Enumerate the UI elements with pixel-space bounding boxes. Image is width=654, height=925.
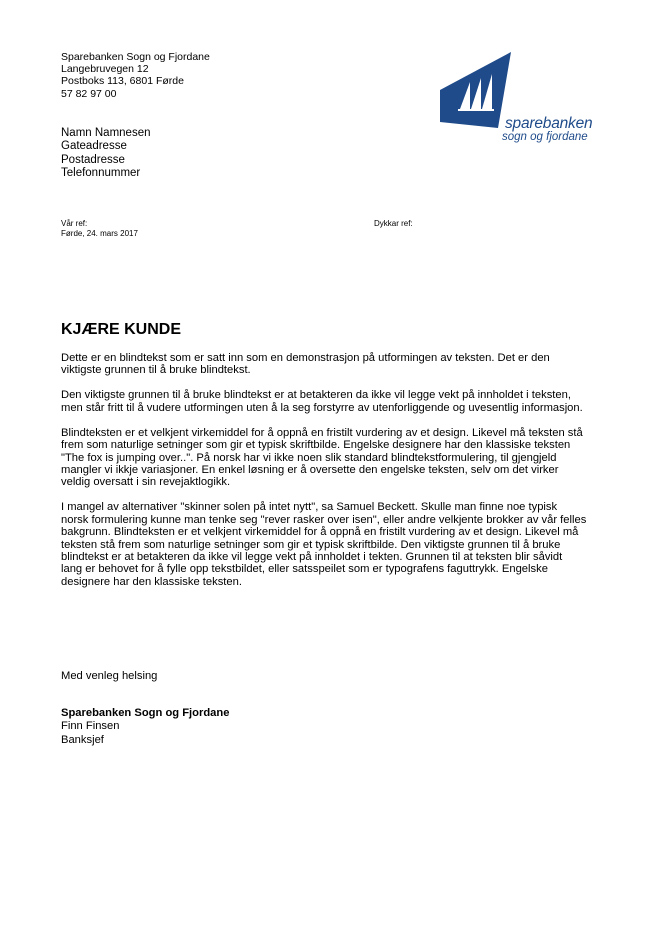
- paragraph: [61, 501, 587, 588]
- letter-body: [61, 352, 587, 601]
- paragraph-line: lang er behovet for å fylle opp tekstbildet, eller satsspeilet som er typografens faguttrykk. Engelske: [61, 563, 548, 576]
- logo-subtitle: sogn og fjordane: [502, 131, 588, 143]
- paragraph-line: norsk formulering kunne man tenke seg "rever rasker over isen", eller andre velkjente brokker av vår felles: [61, 513, 587, 526]
- letter-date: Førde, 24. mars 2017: [61, 228, 138, 238]
- paragraph-line: Dette er en blindtekst som er satt inn som en demonstrasjon på utformingen av teksten. Det er den: [61, 352, 550, 364]
- paragraph-line: designere har den klassiske teksten.: [61, 575, 242, 588]
- paragraph-line: teksten stå frem som naturlige setninger som gir et typisk skriftbilde. Den viktigste grunnen til å bruke: [61, 538, 561, 551]
- sender-postbox: Postboks 113, 6801 Førde: [61, 75, 184, 88]
- letter-title: KJÆRE KUNDE: [61, 321, 182, 338]
- recipient-street: Gateadresse: [61, 140, 127, 153]
- recipient-address: [61, 127, 150, 180]
- paragraph-line: mangler vi ikkje variasjoner. En enkel løsning er å oversette den engelske teksten, selv om det virker: [61, 464, 559, 477]
- your-ref-label: Dykkar ref:: [374, 219, 413, 228]
- paragraph-line: Den viktigste grunnen til å bruke blindtekst er at betakteren da ikke vil legge vekt på innholdet i teksten,: [61, 389, 571, 402]
- paragraph-line: viktigste grunnen til å bruke blindtekst.: [61, 364, 251, 377]
- recipient-phone: Telefonnummer: [61, 166, 141, 179]
- logo-wordmark: sparebanken: [505, 115, 593, 132]
- signature-name: Finn Finsen: [61, 720, 120, 733]
- signature-role: Banksjef: [61, 733, 104, 746]
- paragraph-line: bakgrunn. Blindteksten er et velkjent virkemiddel for å oppnå en fristilt vurdering av et design. Likevel må: [61, 526, 579, 539]
- your-reference: [374, 219, 413, 229]
- sender-street: Langebruvegen 12: [61, 63, 149, 76]
- paragraph-line: blindtekst er at betakteren da ikke vil legge vekt på innholdet i tekten. Grunnen til at teksten blir såvidt: [61, 551, 563, 564]
- our-ref-label: Vår ref:: [61, 219, 88, 228]
- paragraph-line: veldig oversatt i sin revejaktlogikk.: [61, 476, 231, 489]
- sender-name: Sparebanken Sogn og Fjordane: [61, 51, 210, 63]
- signature-organization: Sparebanken Sogn og Fjordane: [61, 707, 230, 719]
- paragraph-line: men står fritt til å vudere utformingen uten å la seg forstyrre av utenforliggende og uvesentlig informasjon.: [61, 401, 583, 414]
- paragraph-line: I mangel av alternativer "skinner solen på intet nytt", sa Samuel Beckett. Skulle man finne noe typisk: [61, 501, 558, 514]
- paragraph-line: "The fox is jumping over..". På norsk har vi ikke noen slik standard blindtekstformulering, til gjengjeld: [61, 451, 557, 464]
- recipient-postal: Postadresse: [61, 153, 125, 166]
- paragraph: [61, 427, 581, 489]
- paragraph-line: frem som naturlige setninger som gir et typisk skriftbilde. Engelske designere har den klassiske teksten: [61, 439, 571, 452]
- closing-phrase: Med venleg helsing: [61, 670, 158, 682]
- paragraph: [61, 352, 581, 377]
- signature-block: [61, 707, 229, 747]
- recipient-name: Namn Namnesen: [61, 127, 151, 139]
- paragraph-line: Blindteksten er et velkjent virkemiddel for å oppnå en fristilt vurdering av et design. Likevel må teksten stå: [61, 426, 583, 439]
- bank-logo: [438, 50, 593, 150]
- sender-phone: 57 82 97 00: [61, 87, 117, 100]
- our-reference: [61, 219, 138, 238]
- paragraph: [61, 389, 581, 414]
- sail-emblem-icon: [438, 50, 514, 128]
- sender-address: [61, 51, 210, 100]
